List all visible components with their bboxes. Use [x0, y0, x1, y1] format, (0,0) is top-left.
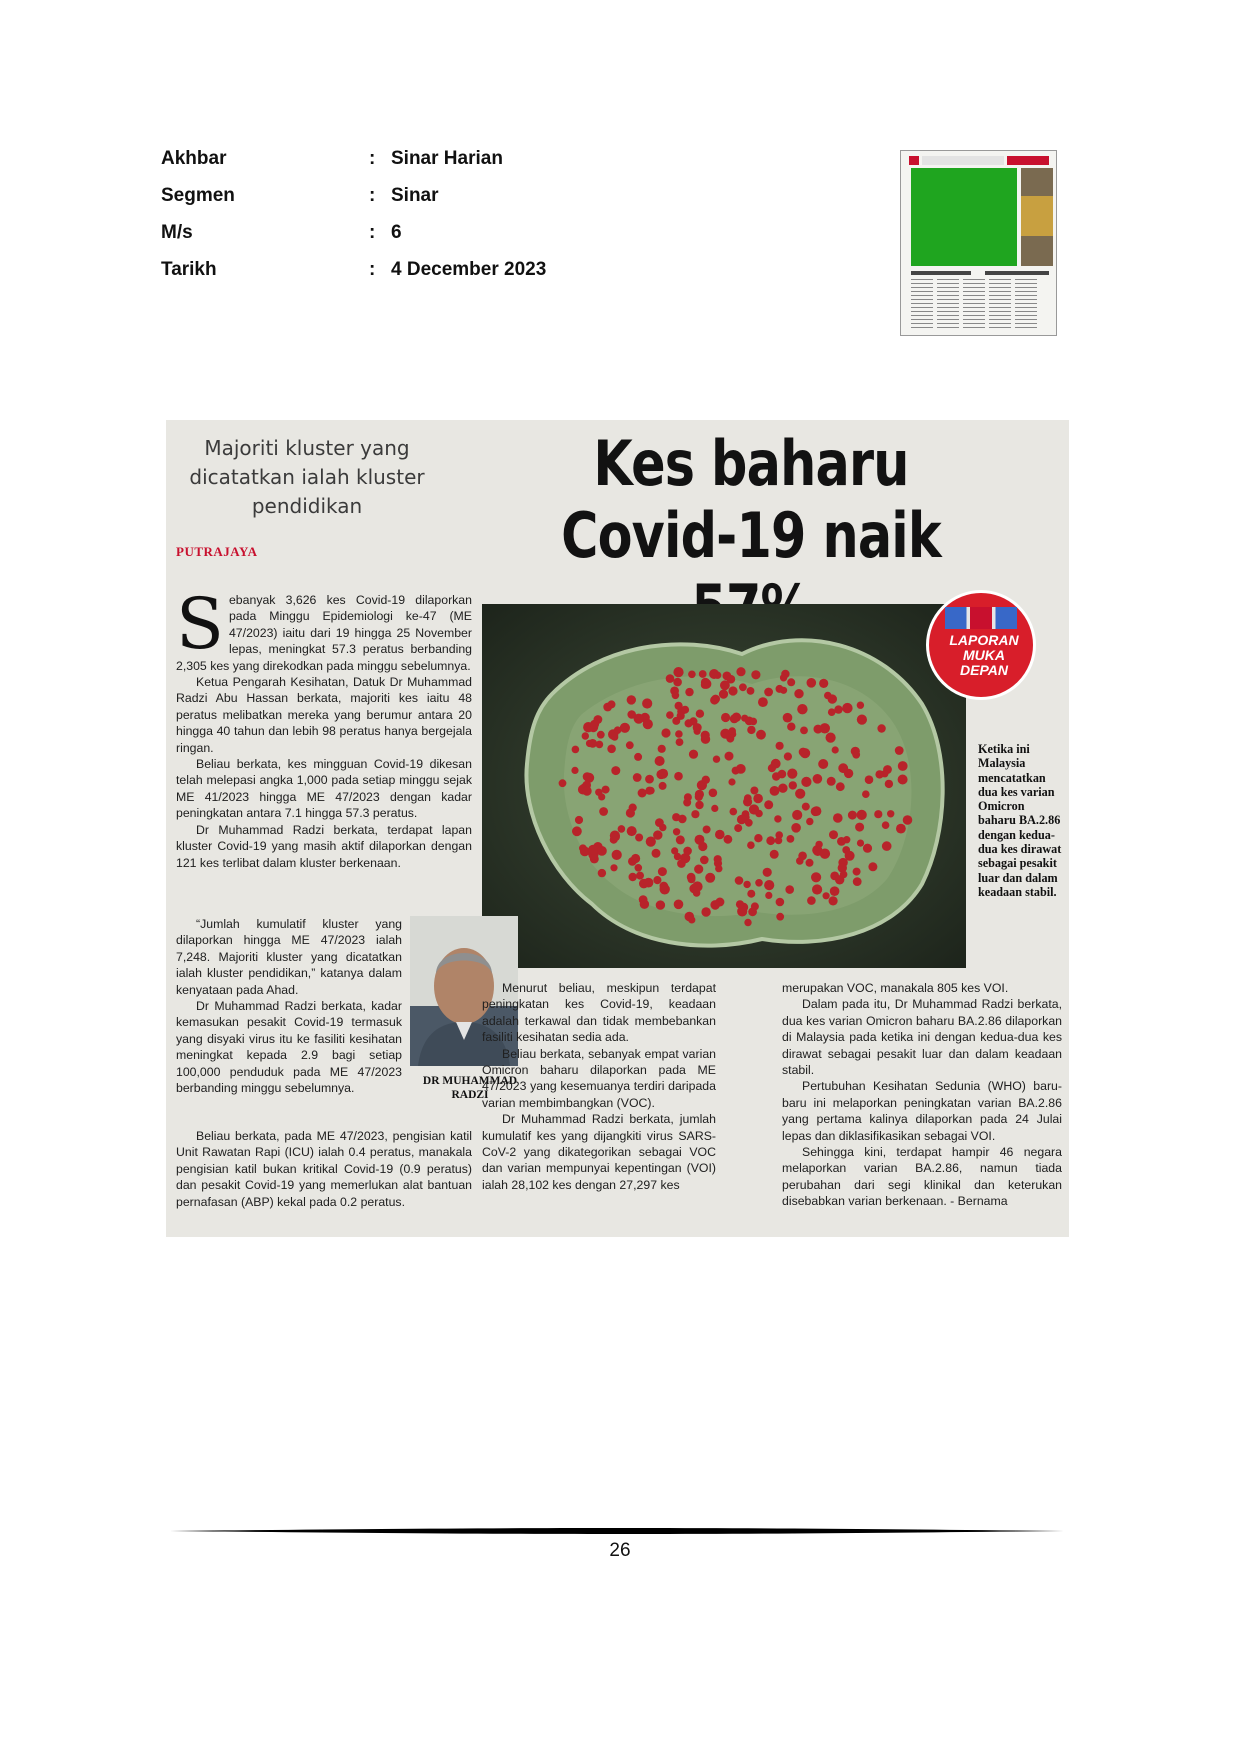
- virus-dot: [620, 723, 630, 733]
- virus-dot: [675, 730, 683, 738]
- virus-dot: [634, 753, 642, 761]
- virus-dot: [656, 900, 665, 909]
- virus-dot: [627, 695, 636, 704]
- virus-dot: [588, 845, 598, 855]
- virus-dot: [580, 847, 590, 857]
- virus-dot: [836, 782, 845, 791]
- virus-dot: [842, 703, 852, 713]
- virus-dot: [747, 841, 755, 849]
- article-column-3: [782, 980, 1062, 1210]
- virus-dot: [688, 875, 696, 883]
- virus-dot: [588, 739, 597, 748]
- thumbnail-side-image-accent: [1021, 196, 1053, 236]
- headline-line-2: Covid-19 naik: [561, 499, 941, 572]
- article-dateline: PUTRAJAYA: [176, 544, 258, 559]
- virus-dot: [827, 777, 836, 786]
- virus-dot: [800, 727, 808, 735]
- virus-dot: [696, 710, 704, 718]
- virus-dot: [736, 764, 746, 774]
- virus-dot: [776, 685, 784, 693]
- meta-label: Akhbar: [161, 148, 227, 169]
- virus-dot: [829, 830, 838, 839]
- virus-dot: [735, 876, 744, 885]
- virus-dot: [715, 865, 722, 872]
- virus-dot: [828, 708, 836, 716]
- virus-dot: [618, 825, 626, 833]
- virus-dot: [730, 808, 738, 816]
- meta-value: Sinar Harian: [391, 148, 503, 169]
- virus-dot: [636, 872, 644, 880]
- virus-dot: [644, 878, 654, 888]
- article-column-1-middle: [176, 916, 402, 1096]
- meta-row-akhbar: [161, 148, 621, 185]
- virus-dot: [734, 824, 742, 832]
- virus-dot: [674, 853, 681, 860]
- thumbnail-headline-right: [985, 271, 1049, 275]
- virus-dot: [727, 675, 736, 684]
- virus-dot: [582, 732, 589, 739]
- virus-dot: [676, 738, 684, 746]
- virus-dot: [583, 772, 592, 781]
- virus-dot: [750, 718, 758, 726]
- badge-newspaper-thumbs: [945, 607, 1017, 629]
- meta-row-page: [161, 222, 621, 259]
- virus-dot: [627, 826, 637, 836]
- virus-dot: [764, 880, 774, 890]
- meta-value: Sinar: [391, 185, 439, 206]
- virus-dot: [750, 787, 758, 795]
- virus-dot: [771, 759, 781, 769]
- virus-dot: [794, 689, 803, 698]
- thumbnail-text-column: [963, 279, 985, 331]
- badge-line-3: DEPAN: [960, 662, 1008, 678]
- paragraph-text: ebanyak 3,626 kes Covid-19 dilaporkan pada Minggu Epidemiologi ke-47 (ME 47/2023) iaitu dari 19 hingga 25 November lepas, meningkat 57.3 peratus berbanding 2,305 kes yang direkodkan pada minggu sebelumnya.: [176, 593, 472, 673]
- meta-value: 6: [391, 222, 402, 243]
- virus-dot: [571, 767, 578, 774]
- virus-dot: [711, 805, 718, 812]
- virus-dot: [728, 686, 737, 695]
- virus-dot: [857, 715, 867, 725]
- virus-dot: [799, 748, 808, 757]
- virus-dot: [857, 810, 867, 820]
- virus-dot: [691, 810, 699, 818]
- virus-dot: [853, 877, 862, 886]
- virus-dot: [575, 816, 583, 824]
- virus-dot: [882, 821, 890, 829]
- virus-dot: [633, 773, 642, 782]
- virus-dot: [887, 810, 894, 817]
- virus-dot: [815, 841, 822, 848]
- virus-dot: [754, 834, 762, 842]
- thumbnail-masthead: [909, 156, 1049, 165]
- virus-dot: [882, 841, 892, 851]
- virus-dot: [896, 824, 906, 834]
- virus-dot: [744, 919, 751, 926]
- virus-dot: [787, 769, 797, 779]
- thumbnail-text-column: [911, 279, 933, 331]
- virus-dot: [792, 810, 802, 820]
- badge-line-2: MUKA: [963, 647, 1005, 663]
- virus-dot: [612, 833, 620, 841]
- virus-dot: [602, 786, 610, 794]
- virus-dot: [787, 723, 795, 731]
- virus-dot: [802, 803, 810, 811]
- virus-dot: [582, 786, 591, 795]
- virus-dot: [853, 868, 861, 876]
- virus-dot: [744, 794, 752, 802]
- virus-dot: [855, 823, 864, 832]
- virus-dot: [784, 752, 792, 760]
- virus-dot: [774, 815, 781, 822]
- virus-dot: [676, 669, 684, 677]
- virus-dot: [635, 834, 643, 842]
- virus-dot: [700, 856, 709, 865]
- thumbnail-text-column: [989, 279, 1011, 331]
- thumbnail-text-column: [1015, 279, 1037, 331]
- virus-dot: [694, 865, 703, 874]
- virus-dot: [607, 745, 616, 754]
- virus-dot: [875, 770, 883, 778]
- virus-dot: [598, 869, 606, 877]
- virus-dot: [760, 699, 767, 706]
- virus-dot: [705, 873, 715, 883]
- virus-dot: [820, 849, 830, 859]
- virus-dot: [776, 898, 785, 907]
- paragraph: [176, 583, 472, 674]
- meta-label: M/s: [161, 222, 193, 243]
- virus-dot: [807, 678, 817, 688]
- virus-dot: [655, 818, 664, 827]
- virus-dot: [611, 766, 620, 775]
- virus-dot: [672, 692, 680, 700]
- virus-dot: [719, 690, 728, 699]
- virus-dot: [826, 733, 836, 743]
- virus-dot: [658, 769, 668, 779]
- virus-dot: [714, 855, 722, 863]
- paragraph: merupakan VOC, manakala 805 kes VOI.: [782, 981, 1009, 995]
- virus-dot: [753, 794, 763, 804]
- virus-dot: [785, 885, 794, 894]
- virus-dot: [801, 777, 811, 787]
- virus-dot: [640, 900, 649, 909]
- virus-dot: [610, 864, 617, 871]
- virus-dot: [626, 808, 635, 817]
- virus-dot: [830, 886, 840, 896]
- virus-dot: [763, 868, 772, 877]
- virus-dot: [857, 702, 864, 709]
- virus-dot: [747, 890, 755, 898]
- virus-dot: [597, 846, 607, 856]
- thumbnail-headline-left: [911, 271, 971, 275]
- badge-line-1: LAPORAN: [949, 632, 1019, 648]
- paragraph: Beliau berkata, pada ME 47/2023, pengisian katil Unit Rawatan Rapi (ICU) ialah 0.4 peratus, manakala pengisian katil bukan kritikal Covid-19 (0.9 peratus) dan pesakit Covid-19 yang memerlukan alat bantuan pernafasan (ABP) kekal pada 0.2 peratus.: [176, 1129, 472, 1209]
- virus-dot: [631, 854, 640, 863]
- meta-colon: :: [369, 259, 376, 280]
- paragraph: Beliau berkata, sebanyak empat varian Omicron baharu dilaporkan pada ME 47/2023 yang kesemuanya terdiri daripada varian membimbangkan (VOC).: [482, 1046, 716, 1110]
- meta-colon: :: [369, 222, 376, 243]
- article-column-2: [482, 980, 716, 1193]
- virus-dot: [820, 723, 830, 733]
- virus-dot: [787, 678, 795, 686]
- virus-dot: [868, 862, 877, 871]
- virus-dot: [572, 826, 582, 836]
- virus-dot: [764, 800, 773, 809]
- virus-dot: [783, 713, 793, 723]
- virus-dot: [685, 688, 693, 696]
- portrait-caption-line-1: DR MUHAMMAD: [422, 1075, 518, 1087]
- virus-dot: [903, 815, 913, 825]
- virus-dot: [681, 706, 689, 714]
- virus-dot: [749, 804, 759, 814]
- virus-dot: [658, 867, 667, 876]
- virus-dot: [590, 720, 599, 729]
- virus-dot: [614, 726, 622, 734]
- virus-dot: [780, 674, 787, 681]
- paragraph: Pertubuhan Kesihatan Sedunia (WHO) baru-baru ini melaporkan peningkatan varian BA.2.86 yang pertama kalinya dilaporkan pada 24 Julai lepas dan diklasifikasikan sebagai VOI.: [782, 1079, 1062, 1143]
- virus-dot: [660, 884, 670, 894]
- virus-dot: [895, 746, 904, 755]
- virus-dot: [819, 679, 828, 688]
- covid-map-illustration: [482, 604, 966, 968]
- virus-dot: [776, 913, 784, 921]
- virus-dot: [673, 828, 680, 835]
- virus-dot: [683, 799, 691, 807]
- virus-dot: [838, 763, 848, 773]
- virus-dot: [770, 786, 780, 796]
- virus-dot: [655, 756, 665, 766]
- paragraph: “Jumlah kumulatif kluster yang dilaporkan hingga ME 47/2023 ialah 7,248. Majoriti kluster yang dicatatkan ialah kluster pendidikan,” katanya dalam kenyataan pada Ahad.: [176, 917, 402, 997]
- virus-dot: [898, 775, 908, 785]
- paragraph: Dalam pada itu, Dr Muhammad Radzi berkata, dua kes varian Omicron baharu BA.2.86 dilaporkan di Malaysia pada ketika ini dengan kedua-dua kes dirawat sebagai pesakit luar dan dalam keadaan stabil.: [782, 997, 1062, 1078]
- virus-dot: [787, 835, 795, 843]
- virus-dot: [703, 826, 711, 834]
- paragraph: Dr Muhammad Radzi berkata, kadar kemasukan pesakit Covid-19 termasuk yang disyaki virus itu ke fasiliti kesihatan meningkat kepada 2.9 bagi setiap 100,000 penduduk pada ME 47/2023 berbanding minggu sebelumnya.: [176, 999, 402, 1096]
- virus-dot: [608, 700, 616, 708]
- malaysia-map-virus-graphic: [482, 604, 966, 968]
- virus-dot: [806, 859, 814, 867]
- virus-dot: [635, 864, 643, 872]
- virus-dot: [661, 728, 670, 737]
- virus-dot: [672, 717, 680, 725]
- virus-dot: [756, 730, 766, 740]
- virus-dot: [666, 711, 674, 719]
- paragraph: Menurut beliau, meskipun terdapat peningkatan kes Covid-19, keadaan adalah terkawal dan tidak membebankan fasiliti kesihatan sedia ada.: [482, 981, 716, 1045]
- virus-dot: [776, 742, 784, 750]
- virus-dot: [643, 719, 653, 729]
- virus-dot: [747, 687, 755, 695]
- virus-dot: [791, 823, 801, 833]
- virus-dot: [642, 698, 652, 708]
- virus-dot: [766, 836, 775, 845]
- virus-dot: [626, 741, 634, 749]
- footer-divider: [170, 1528, 1064, 1534]
- virus-dot: [840, 871, 848, 879]
- virus-dot: [674, 900, 684, 910]
- virus-dot: [612, 850, 622, 860]
- photo-caption-side: Ketika ini Malaysia mencatatkan dua kes varian Omicron baharu BA.2.86 dengan kedua-dua kes dirawat sebagai pesakit luar dan dalam keadaan stabil.: [978, 742, 1062, 899]
- virus-dot: [806, 818, 813, 825]
- virus-dot: [730, 714, 739, 723]
- virus-dot: [645, 787, 653, 795]
- virus-dot: [695, 835, 705, 845]
- virus-dot: [874, 810, 882, 818]
- virus-dot: [693, 723, 702, 732]
- virus-dot: [797, 704, 807, 714]
- virus-dot: [673, 678, 682, 687]
- virus-dot: [751, 670, 760, 679]
- virus-dot: [599, 807, 608, 816]
- virus-dot: [807, 896, 816, 905]
- meta-label: Segmen: [161, 185, 235, 206]
- virus-dot: [676, 835, 685, 844]
- virus-dot: [638, 789, 647, 798]
- newspaper-clipping: [166, 420, 1069, 1237]
- article-column-1-top: [176, 583, 472, 871]
- article-column-1-bottom: [176, 1128, 472, 1210]
- virus-dot: [645, 775, 654, 784]
- virus-dot: [834, 705, 842, 713]
- virus-dot: [775, 831, 783, 839]
- virus-dot: [832, 746, 839, 753]
- meta-colon: :: [369, 148, 376, 169]
- paragraph: Dr Muhammad Radzi berkata, jumlah kumulatif kes yang dijangkiti virus SARS-CoV-2 yang dikategorikan sebagai VOC dan varian mempunyai kepentingan (VOI) ialah 28,102 kes dengan 27,297 kes: [482, 1112, 716, 1192]
- virus-dot: [736, 667, 745, 676]
- virus-dot: [765, 892, 772, 899]
- virus-dot: [559, 779, 567, 787]
- virus-dot: [848, 811, 857, 820]
- paragraph: Beliau berkata, kes mingguan Covid-19 dikesan telah melepasi angka 1,000 pada setiap minggu sejak ME 41/2023 hingga ME 47/2023 dengan kadar peningkatan antara 7.1 hingga 57.3 peratus.: [176, 757, 472, 821]
- virus-dot: [778, 784, 787, 793]
- virus-dot: [659, 782, 667, 790]
- virus-dot: [724, 835, 733, 844]
- virus-dot: [862, 790, 870, 798]
- virus-dot: [666, 674, 675, 683]
- virus-dot: [865, 775, 874, 784]
- virus-dot: [770, 850, 779, 859]
- virus-dot: [701, 735, 710, 744]
- virus-dot: [695, 801, 703, 809]
- virus-dot: [692, 881, 702, 891]
- virus-dot: [755, 879, 763, 887]
- virus-dot: [653, 876, 661, 884]
- paragraph: Dr Muhammad Radzi berkata, terdapat lapan kluster Covid-19 yang masih aktif dilaporkan dengan 121 kes terlibat dalam kluster berkenaan.: [176, 822, 472, 870]
- virus-dot: [813, 774, 823, 784]
- virus-dot: [689, 750, 698, 759]
- badge-text: [935, 633, 1033, 678]
- virus-dot: [728, 778, 735, 785]
- virus-dot: [725, 752, 734, 761]
- virus-dot: [743, 881, 750, 888]
- virus-dot: [688, 916, 695, 923]
- virus-dot: [764, 688, 773, 697]
- virus-dot: [838, 838, 846, 846]
- virus-dot: [736, 900, 744, 908]
- paragraph: Sehingga kini, terdapat hampir 46 negara melaporkan varian BA.2.86, namun tiada perubahan dari segi klinikal dan keterukan disebabkan varian berkenaan. - Bernama: [782, 1145, 1062, 1209]
- laporan-muka-depan-badge: [926, 590, 1036, 700]
- virus-dot: [778, 770, 787, 779]
- virus-dot: [877, 724, 885, 732]
- virus-dot: [739, 683, 747, 691]
- virus-dot: [833, 813, 843, 823]
- virus-dot: [898, 761, 908, 771]
- meta-colon: :: [369, 185, 376, 206]
- virus-dot: [699, 670, 707, 678]
- virus-dot: [812, 884, 822, 894]
- virus-dot: [597, 731, 605, 739]
- virus-dot: [709, 789, 718, 798]
- paragraph: Ketua Pengarah Kesihatan, Datuk Dr Muhammad Radzi Abu Hassan berkata, majoriti kes iaitu 48 peratus melibatkan mereka yang berumur antara 20 hingga 40 tahun dan lebih 98 peratus hanya bergejala ringan.: [176, 675, 472, 755]
- virus-dot: [811, 872, 821, 882]
- portrait-caption-line-2: RADZI: [451, 1089, 489, 1101]
- virus-dot: [598, 793, 605, 800]
- page-thumbnail: [900, 150, 1057, 336]
- thumbnail-text-column: [937, 279, 959, 331]
- virus-dot: [818, 759, 828, 769]
- virus-dot: [688, 671, 696, 679]
- virus-dot: [653, 830, 662, 839]
- virus-dot: [672, 813, 680, 821]
- drop-cap: S: [176, 583, 224, 665]
- meta-label: Tarikh: [161, 259, 217, 280]
- virus-dot: [852, 751, 860, 759]
- virus-dot: [627, 710, 636, 719]
- virus-dot: [823, 892, 830, 899]
- virus-dot: [695, 790, 704, 799]
- virus-dot: [701, 681, 709, 689]
- article-deck: Majoriti kluster yang dicatatkan ialah kluster pendidikan: [189, 436, 425, 518]
- virus-dot: [795, 789, 805, 799]
- virus-dot: [713, 756, 720, 763]
- virus-dot: [572, 746, 580, 754]
- virus-dot: [702, 776, 710, 784]
- thumbnail-article-highlight: [911, 168, 1017, 266]
- virus-dot: [658, 745, 666, 753]
- virus-dot: [710, 900, 720, 910]
- virus-dot: [701, 907, 710, 916]
- virus-dot: [885, 780, 893, 788]
- virus-dot: [751, 902, 759, 910]
- virus-dot: [798, 852, 807, 861]
- virus-dot: [745, 819, 753, 827]
- virus-dot: [652, 849, 661, 858]
- meta-row-segmen: [161, 185, 621, 222]
- virus-dot: [728, 727, 736, 735]
- page-number: 26: [609, 1540, 631, 1561]
- virus-dot: [828, 694, 837, 703]
- virus-dot: [683, 847, 692, 856]
- virus-dot: [629, 873, 637, 881]
- virus-dot: [789, 781, 797, 789]
- virus-dot: [685, 719, 693, 727]
- virus-dot: [863, 844, 872, 853]
- virus-dot: [674, 772, 683, 781]
- virus-dot: [636, 715, 644, 723]
- meta-value: 4 December 2023: [391, 259, 547, 280]
- virus-dot: [811, 807, 820, 816]
- virus-dot: [715, 830, 725, 840]
- virus-dot: [710, 696, 719, 705]
- virus-dot: [829, 896, 838, 905]
- virus-dot: [747, 726, 755, 734]
- virus-dot: [721, 713, 730, 722]
- document-metadata: [161, 148, 621, 296]
- virus-dot: [709, 669, 719, 679]
- virus-dot: [857, 840, 864, 847]
- headline-line-1: Kes baharu: [593, 427, 909, 500]
- meta-row-tarikh: [161, 259, 621, 296]
